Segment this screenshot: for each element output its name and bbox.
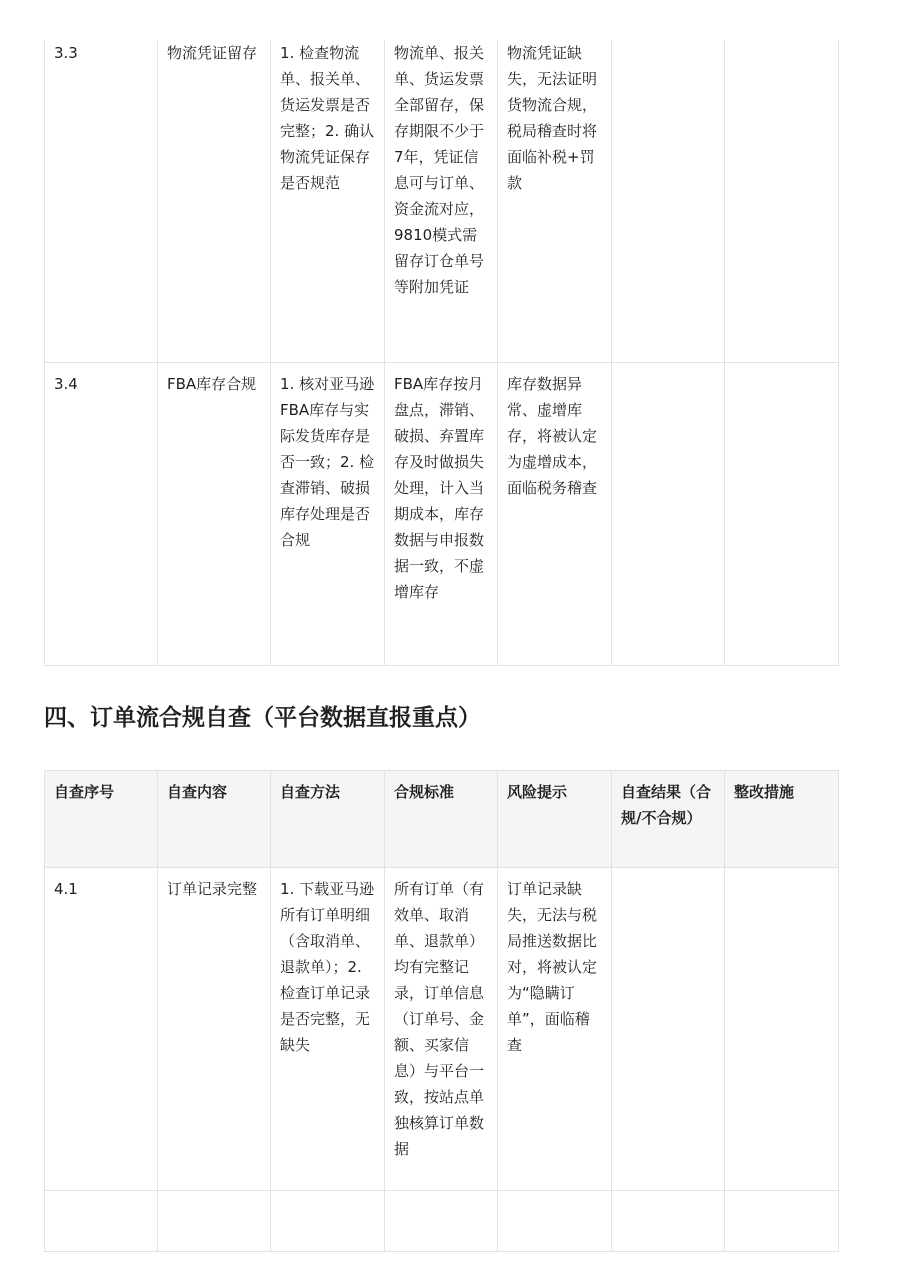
cell-content: 物流凭证留存: [158, 40, 271, 363]
table-row: [45, 1191, 839, 1252]
cell-fix[interactable]: [725, 363, 839, 666]
header-fix: 整改措施: [725, 771, 839, 868]
table-section-3-continued: [44, 40, 839, 666]
cell-method: 1. 检查物流单、报关单、货运发票是否完整；2. 确认物流凭证保存是否规范: [271, 40, 385, 363]
cell-risk: 库存数据异常、虚增库存，将被认定为虚增成本，面临税务稽查: [498, 363, 612, 666]
header-standard: 合规标准: [385, 771, 498, 868]
cell-fix[interactable]: [725, 40, 839, 363]
cell-no: 3.4: [45, 363, 158, 666]
cell-standard: 所有订单（有效单、取消单、退款单）均有完整记录，订单信息（订单号、金额、买家信息）与平台一致，按站点单独核算订单数据: [385, 868, 498, 1191]
cell-standard: 物流单、报关单、货运发票全部留存，保存期限不少于7年，凭证信息可与订单、资金流对应，9810模式需留存订仓单号等附加凭证: [385, 40, 498, 363]
table-header-row: [45, 771, 839, 868]
cell-standard: FBA库存按月盘点，滞销、破损、弃置库存及时做损失处理，计入当期成本，库存数据与申报数据一致，不虚增库存: [385, 363, 498, 666]
cell-result[interactable]: [612, 868, 725, 1191]
table-row: [45, 363, 839, 666]
header-result: 自查结果（合规/不合规）: [612, 771, 725, 868]
header-no: 自查序号: [45, 771, 158, 868]
cell-no: 4.1: [45, 868, 158, 1191]
cell-empty: [271, 1191, 385, 1252]
header-method: 自查方法: [271, 771, 385, 868]
cell-method: 1. 核对亚马逊FBA库存与实际发货库存是否一致；2. 检查滞销、破损库存处理是否合规: [271, 363, 385, 666]
cell-method: 1. 下载亚马逊所有订单明细（含取消单、退款单）；2. 检查订单记录是否完整，无缺失: [271, 868, 385, 1191]
cell-content: FBA库存合规: [158, 363, 271, 666]
logistics-compliance-table: [44, 40, 839, 666]
cell-risk: 物流凭证缺失，无法证明货物流合规，税局稽查时将面临补税+罚款: [498, 40, 612, 363]
cell-empty: [45, 1191, 158, 1252]
cell-risk: 订单记录缺失，无法与税局推送数据比对，将被认定为“隐瞒订单”，面临稽查: [498, 868, 612, 1191]
cell-empty: [385, 1191, 498, 1252]
cell-fix[interactable]: [725, 868, 839, 1191]
table-row: [45, 868, 839, 1191]
cell-content: 订单记录完整: [158, 868, 271, 1191]
cell-result[interactable]: [612, 40, 725, 363]
cell-empty: [158, 1191, 271, 1252]
header-content: 自查内容: [158, 771, 271, 868]
order-compliance-table: [44, 770, 839, 1252]
cell-empty[interactable]: [725, 1191, 839, 1252]
cell-result[interactable]: [612, 363, 725, 666]
cell-no: 3.3: [45, 40, 158, 363]
section-heading: 四、订单流合规自查（平台数据直报重点）: [44, 705, 481, 731]
table-row: [45, 40, 839, 363]
cell-empty[interactable]: [612, 1191, 725, 1252]
header-risk: 风险提示: [498, 771, 612, 868]
cell-empty: [498, 1191, 612, 1252]
